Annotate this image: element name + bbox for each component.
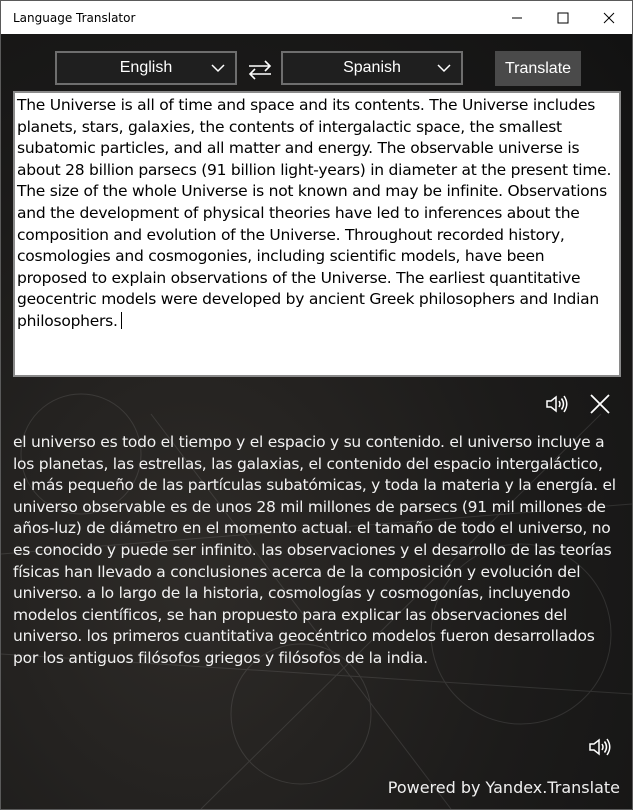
powered-by-label: Powered by Yandex.Translate	[387, 778, 620, 797]
target-language-select[interactable]	[281, 51, 463, 85]
target-language-value: Spanish	[343, 59, 401, 76]
speak-translation-button[interactable]	[584, 734, 616, 760]
minimize-button[interactable]	[494, 1, 540, 34]
close-icon	[589, 393, 611, 415]
close-button[interactable]	[586, 1, 632, 34]
source-language-select[interactable]	[55, 51, 237, 85]
source-text: The Universe is all of time and space and its contents. The Universe includes planets, stars, galaxies, the contents of intergalactic space, the smallest subatomic particles, and all matter and energy. The observable universe is about 28 billion parsecs (91 billion light-years) in diameter at the present time. The size of the whole Universe is not known and may be infinite. Observations and the development of physical theories have led to inferences about the composition and evolution of the Universe. Throughout recorded history, cosmologies and cosmogonies, including scientific models, have been proposed to explain observations of the Universe. The earliest quantitative geocentric models were developed by ancient Greek philosophers and Indian philosophers.	[17, 96, 612, 330]
chevron-down-icon	[437, 63, 451, 73]
source-text-input[interactable]	[13, 91, 621, 377]
title-bar	[1, 1, 632, 34]
speak-source-button[interactable]	[541, 391, 573, 417]
speaker-icon	[545, 394, 569, 414]
text-caret	[121, 312, 122, 329]
swap-arrows-icon[interactable]	[247, 59, 273, 81]
maximize-icon	[557, 12, 569, 24]
source-language-value: English	[119, 59, 173, 76]
window-title: Language Translator	[13, 10, 136, 25]
speaker-icon	[588, 737, 612, 757]
clear-text-button[interactable]	[586, 391, 614, 417]
translate-button[interactable]: Translate	[495, 51, 581, 86]
minimize-icon	[511, 12, 523, 24]
main-content	[1, 34, 632, 809]
translated-text: el universo es todo el tiempo y el espacio y su contenido. el universo incluye a los planetas, las estrellas, las galaxias, el contenido del espacio intergaláctico, el más pequeño de las partículas subatómicas, y toda la materia y la energía. el universo observable es de unos 28 mil millones de parsecs (91 mil millones de años-luz) de diámetro en el momento actual. el tamaño de todo el universo, no es conocido y puede ser infinito. las observaciones y el desarrollo de las teorías físicas han llevado a conclusiones acerca de la composición y evolución del universo. a lo largo de la historia, cosmologías y cosmogonías, incluyendo modelos científicos, se han propuesto para explicar las observaciones del universo. los primeros cuantitativa geocéntrico modelos fueron desarrollados por los antiguos filósofos griegos y filósofos de la india.	[13, 433, 616, 667]
maximize-button[interactable]	[540, 1, 586, 34]
chevron-down-icon	[211, 63, 225, 73]
close-icon	[603, 12, 615, 24]
